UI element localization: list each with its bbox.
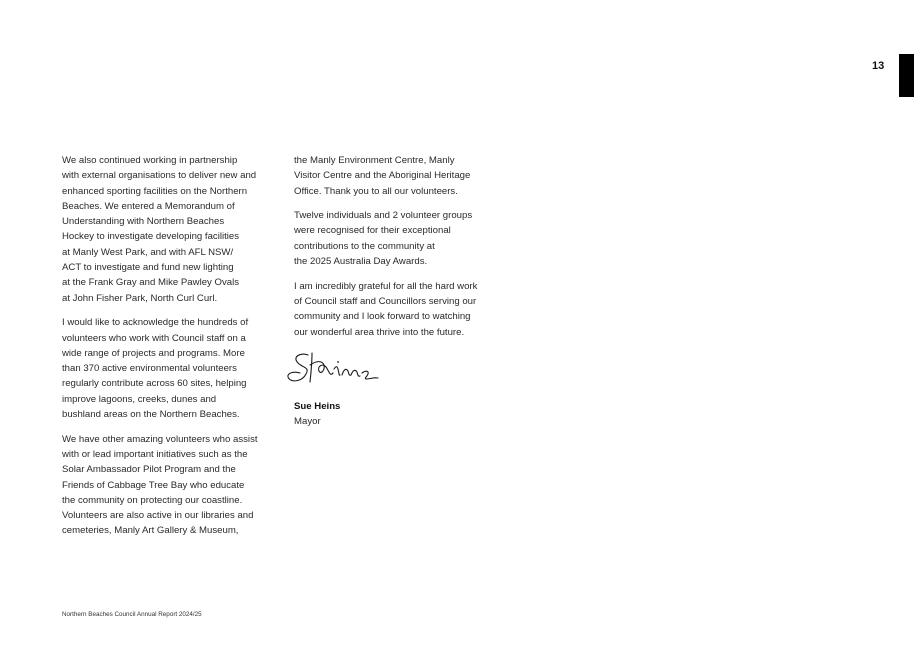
signer-name: Sue Heins — [294, 401, 341, 413]
signer-role: Mayor — [294, 416, 321, 428]
paragraph-volunteers: I would like to acknowledge the hundreds of volunteers who work with Council staff on a wide range of projects and programs. More than 370 active environmental volunteers regularly contribute across 60 sites, helping improve lagoons, creeks, dunes and bushland areas on the Northern Beaches. — [62, 317, 249, 421]
page-footer: Northern Beaches Council Annual Report 2024/25 — [62, 611, 202, 618]
page-tab-marker — [899, 54, 914, 97]
right-column — [294, 153, 494, 430]
paragraph-other-volunteers: We have other amazing volunteers who assist with or lead important initiatives such as the Solar Ambassador Pilot Program and the Friends of Cabbage Tree Bay who educate the community on protecting our coastline. Volunteers are also active in our libraries and cemeteries, Manly Art Gallery & Museum, — [62, 433, 258, 537]
signature-icon — [286, 349, 386, 389]
paragraph-volunteer-thanks: the Manly Environment Centre, Manly Visitor Centre and the Aboriginal Heritage Office. Thank you to all our volunteers. — [294, 155, 471, 197]
page-number: 13 — [872, 60, 885, 72]
left-column — [62, 153, 282, 548]
paragraph-australia-day-awards: Twelve individuals and 2 volunteer groups were recognised for their exceptional contributions to the community at the 2025 Australia Day Awards. — [294, 210, 473, 268]
paragraph-partnerships: We also continued working in partnership with external organisations to deliver new and enhanced sporting facilities on the Northern Beaches. We entered a Memorandum of Understanding with Northern Beaches Hockey to investigate developing facilities at Manly West Park, and with AFL NSW/ ACT to investigate and fund new lighting at the Frank Gray and Mike Pawley Ovals at John Fisher Park, North Curl Curl. — [62, 155, 257, 304]
paragraph-gratitude: I am incredibly grateful for all the hard work of Council staff and Councillors serving our community and I look forward to watching our wonderful area thrive into the future. — [294, 280, 478, 338]
